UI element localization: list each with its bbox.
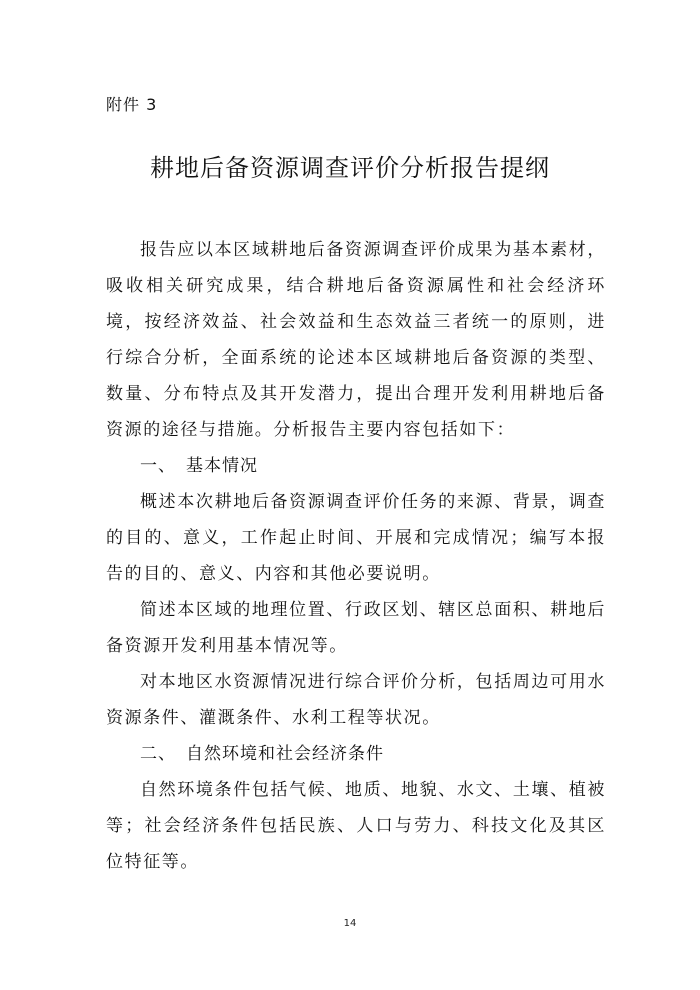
document-body — [106, 232, 606, 880]
section-heading-1 — [106, 448, 606, 484]
section-1-paragraph-2: 简述本区域的地理位置、行政区划、辖区总面积、耕地后备资源开发利用基本情况等。 — [106, 600, 606, 656]
page-number: 14 — [343, 918, 357, 929]
section-number: 二、 — [140, 744, 176, 764]
section-title: 自然环境和社会经济条件 — [186, 744, 384, 764]
document-title: 耕地后备资源调查评价分析报告提纲 — [150, 154, 550, 182]
section-heading-2 — [106, 736, 606, 772]
section-1-paragraph-1: 概述本次耕地后备资源调查评价任务的来源、背景，调查的目的、意义，工作起止时间、开展和完成情况；编写本报告的目的、意义、内容和其他必要说明。 — [106, 492, 606, 584]
intro-paragraph: 报告应以本区域耕地后备资源调查评价成果为基本素材，吸收相关研究成果，结合耕地后备资源属性和社会经济环境，按经济效益、社会效益和生态效益三者统一的原则，进行综合分析，全面系统的论述本区域耕地后备资源的类型、数量、分布特点及其开发潜力，提出合理开发利用耕地后备资源的途径与措施。分析报告主要内容包括如下： — [106, 240, 606, 440]
section-1-paragraph-3: 对本地区水资源情况进行综合评价分析，包括周边可用水资源条件、灌溉条件、水利工程等状况。 — [106, 672, 606, 728]
attachment-label: 附件 3 — [106, 95, 158, 114]
section-2-paragraph-1: 自然环境条件包括气候、地质、地貌、水文、土壤、植被等；社会经济条件包括民族、人口与劳力、科技文化及其区位特征等。 — [106, 780, 606, 872]
section-title: 基本情况 — [186, 456, 258, 476]
section-number: 一、 — [140, 456, 176, 476]
